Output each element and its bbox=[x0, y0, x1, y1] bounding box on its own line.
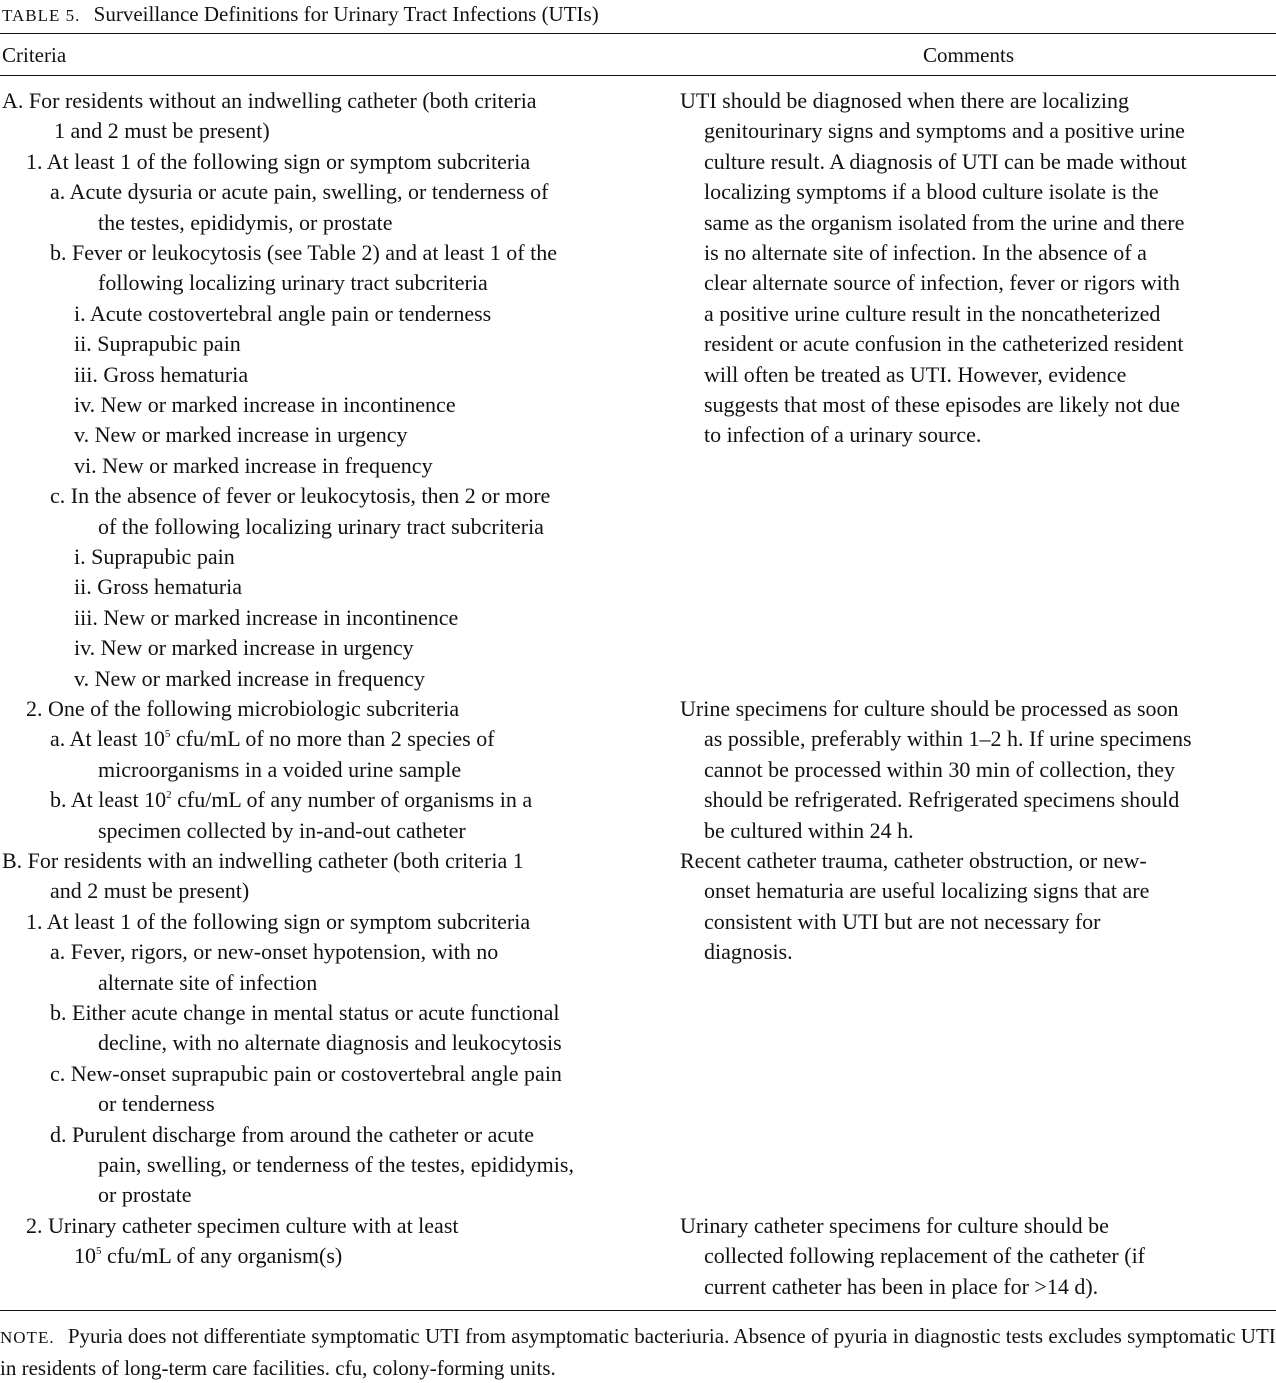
table-note bbox=[0, 1321, 1276, 1383]
exponent: 2 bbox=[166, 789, 172, 802]
criteria-line: 1 and 2 must be present) bbox=[54, 118, 270, 144]
criteria-line: iv. New or marked increase in incontinence bbox=[74, 392, 456, 417]
text-fragment: a. At least 10 bbox=[50, 726, 165, 752]
comment-line: as possible, preferably within 1–2 h. If urine specimens bbox=[704, 726, 1192, 752]
criteria-line: i. Suprapubic pain bbox=[74, 544, 235, 569]
exponent: 5 bbox=[164, 728, 171, 741]
note-text: Pyuria does not differentiate symptomatic UTI from asymptomatic bacteriuria. Absence of pyuria in diagnostic tests excludes symptomatic UTI in residents of long-term care facilities. cfu, colony-forming units. bbox=[0, 1324, 1276, 1380]
criteria-line: 1. At least 1 of the following sign or symptom subcriteria bbox=[26, 148, 531, 174]
table-label: TABLE 5. bbox=[2, 6, 81, 25]
criteria-line: B. For residents with an indwelling catheter (both criteria 1 bbox=[2, 848, 524, 873]
criteria-line: vi. New or marked increase in frequency bbox=[74, 452, 433, 478]
comment-line: resident or acute confusion in the catheterized resident bbox=[704, 331, 1184, 357]
text-fragment: cfu/mL of any organism(s) bbox=[101, 1243, 343, 1269]
criteria-line bbox=[50, 724, 495, 754]
criteria-line: and 2 must be present) bbox=[50, 878, 250, 904]
comment-line: suggests that most of these episodes are likely not due bbox=[704, 392, 1180, 417]
comment-line: genitourinary signs and symptoms and a positive urine bbox=[704, 118, 1185, 144]
comment-line: clear alternate source of infection, fever or rigors with bbox=[704, 270, 1180, 296]
criteria-line: ii. Gross hematuria bbox=[74, 574, 243, 600]
comment-line: is no alternate site of infection. In the absence of a bbox=[704, 240, 1147, 265]
criteria-line: pain, swelling, or tenderness of the testes, epididymis, bbox=[98, 1152, 574, 1177]
criteria-line: of the following localizing urinary tract subcriteria bbox=[98, 513, 544, 539]
comment-line: same as the organism isolated from the urine and there bbox=[704, 209, 1185, 235]
bottom-rule bbox=[0, 1310, 1276, 1311]
criteria-line: 2. Urinary catheter specimen culture with at least bbox=[26, 1212, 459, 1238]
criteria-line: ii. Suprapubic pain bbox=[74, 331, 241, 357]
comment-line: culture result. A diagnosis of UTI can be made without bbox=[704, 148, 1187, 174]
comment-line: Urinary catheter specimens for culture should be bbox=[680, 1212, 1109, 1238]
text-fragment: b. At least 10 bbox=[50, 787, 167, 813]
criteria-line: iii. Gross hematuria bbox=[74, 361, 249, 387]
criteria-line: c. In the absence of fever or leukocytosis, then 2 or more bbox=[50, 483, 551, 509]
criteria-line: A. For residents without an indwelling catheter (both criteria bbox=[2, 88, 537, 113]
comment-line: to infection of a urinary source. bbox=[704, 422, 982, 448]
criteria-line: iv. New or marked increase in urgency bbox=[74, 635, 414, 661]
criteria-line: b. Either acute change in mental status or acute functional bbox=[50, 1000, 560, 1025]
header-rule bbox=[0, 75, 1276, 76]
criteria-line: alternate site of infection bbox=[98, 969, 318, 995]
text-fragment: cfu/mL of no more than 2 species of bbox=[170, 726, 495, 752]
text-fragment: 10 bbox=[74, 1243, 96, 1269]
criteria-line: 2. One of the following microbiologic subcriteria bbox=[26, 696, 460, 721]
criteria-line: i. Acute costovertebral angle pain or tenderness bbox=[74, 300, 492, 326]
criteria-line: v. New or marked increase in urgency bbox=[74, 422, 408, 448]
comment-line: a positive urine culture result in the noncatheterized bbox=[704, 300, 1161, 326]
criteria-line: b. Fever or leukocytosis (see Table 2) and at least 1 of the bbox=[50, 240, 557, 265]
comment-line: consistent with UTI but are not necessary for bbox=[704, 908, 1101, 934]
comment-line: current catheter has been in place for >14 d). bbox=[704, 1273, 1099, 1299]
comment-line: should be refrigerated. Refrigerated specimens should bbox=[704, 787, 1180, 813]
comment-line: UTI should be diagnosed when there are localizing bbox=[680, 88, 1130, 113]
comment-line: onset hematuria are useful localizing signs that are bbox=[704, 878, 1150, 904]
table-caption bbox=[2, 0, 599, 30]
criteria-line: following localizing urinary tract subcriteria bbox=[98, 270, 488, 296]
comments-header: Comments bbox=[923, 43, 1015, 67]
criteria-header: Criteria bbox=[2, 43, 67, 67]
comment-line: collected following replacement of the catheter (if bbox=[704, 1243, 1146, 1269]
criteria-line: the testes, epididymis, or prostate bbox=[98, 209, 393, 235]
comment-line: be cultured within 24 h. bbox=[704, 817, 914, 843]
exponent: 5 bbox=[96, 1245, 102, 1258]
criteria-line: or prostate bbox=[98, 1182, 192, 1208]
criteria-line bbox=[74, 1241, 342, 1271]
criteria-line: microorganisms in a voided urine sample bbox=[98, 756, 462, 782]
comment-line: Urine specimens for culture should be processed as soon bbox=[680, 696, 1179, 721]
criteria-line: a. Fever, rigors, or new-onset hypotension, with no bbox=[50, 939, 499, 965]
comment-line: diagnosis. bbox=[704, 939, 793, 965]
criteria-line: iii. New or marked increase in incontinence bbox=[74, 604, 459, 630]
criteria-line: c. New-onset suprapubic pain or costovertebral angle pain bbox=[50, 1060, 562, 1086]
table-title: Surveillance Definitions for Urinary Tract Infections (UTIs) bbox=[93, 2, 599, 26]
top-rule bbox=[0, 33, 1276, 34]
comment-line: localizing symptoms if a blood culture isolate is the bbox=[704, 179, 1159, 205]
criteria-line: or tenderness bbox=[98, 1091, 215, 1117]
criteria-line: 1. At least 1 of the following sign or symptom subcriteria bbox=[26, 908, 531, 934]
criteria-line: d. Purulent discharge from around the catheter or acute bbox=[50, 1121, 535, 1147]
criteria-line bbox=[50, 785, 532, 815]
note-label: NOTE. bbox=[0, 1328, 55, 1347]
comment-line: will often be treated as UTI. However, evidence bbox=[704, 361, 1127, 387]
comment-line: Recent catheter trauma, catheter obstruction, or new- bbox=[680, 848, 1147, 873]
text-fragment: cfu/mL of any number of organisms in a bbox=[171, 787, 533, 813]
criteria-line: a. Acute dysuria or acute pain, swelling, or tenderness of bbox=[50, 179, 549, 205]
criteria-line: v. New or marked increase in frequency bbox=[74, 665, 426, 691]
criteria-line: specimen collected by in-and-out catheter bbox=[98, 817, 466, 843]
criteria-line: decline, with no alternate diagnosis and leukocytosis bbox=[98, 1030, 562, 1056]
comment-line: cannot be processed within 30 min of collection, they bbox=[704, 756, 1176, 782]
